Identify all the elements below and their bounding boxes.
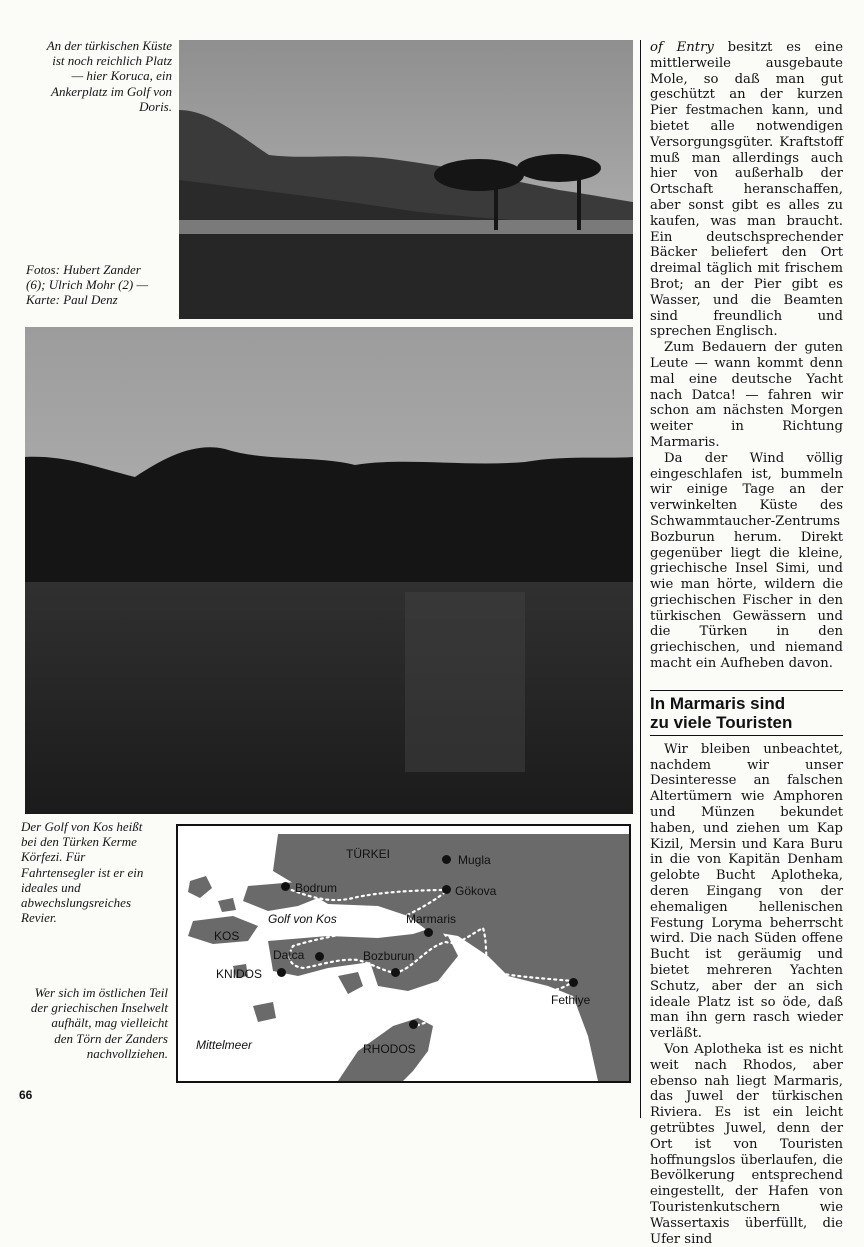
golf-von-kos-caption: Der Golf von Kos heißt bei den Türken Kerme Körfezi. Für Fahrtensegler ist er ein ideales und abwechslungsreiches Revier.: [21, 819, 144, 926]
bozburun-dot: [391, 968, 400, 977]
article-column: [650, 40, 843, 1247]
mugla-dot: [442, 855, 451, 864]
heading-rule: [650, 690, 843, 691]
sea-evening-photo: [25, 327, 633, 814]
rhodos-dot: [409, 1020, 418, 1029]
section-heading: In Marmaris sind zu viele Touristen: [650, 693, 793, 732]
map-note-caption: Wer sich im östlichen Teil der griechischen Inselwelt aufhält, mag vielleicht den Törn der Zanders nachvollziehen.: [30, 985, 168, 1061]
goekova-dot: [442, 885, 451, 894]
paragraph-2: Zum Bedauern der guten Leute — wann kommt denn mal eine deutsche Yacht nach Datca! — fahren wir schon am nächsten Morgen weiter in Richtung Marmaris.: [650, 340, 843, 450]
paragraph-4: Wir bleiben unbeachtet, nachdem wir unser Desinteresse an falschen Altertümern wie Amphoren und Münzen bekundet haben, und ziehen um Kap Kizil, Mersin und Kara Buru in die von Kapitän Denham gelobte Bucht Aplotheka, deren Eingang von der ehemaligen hellenischen Festung Loryma beherrscht wird. Die nach Süden offene Bucht ist geräumig und bietet mehreren Yachten Schutz, aber der an sich ideale Platz ist so öde, daß man ihn gern rasch wieder verläßt.: [650, 741, 843, 1042]
map-label-kos: KOS: [214, 929, 240, 943]
page-number: 66: [19, 1088, 33, 1102]
map-label-marmaris: Marmaris: [406, 912, 456, 926]
paragraph-5: Von Aplotheka ist es nicht weit nach Rhodos, aber ebenso nah liegt Marmaris, das Juwel der türkischen Riviera. Es ist ein leicht getrübtes Juwel, denn der Ort ist von Touristen hoffnungslos überlaufen, die Bevölkerung entsprechend eingestellt, der Hafen von Touristenkutschern wie Wassertaxis überfüllt, die Ufer sind: [650, 1042, 843, 1247]
heading-rule-bottom: [650, 735, 843, 736]
map-label-tuerkei: TÜRKEI: [346, 847, 391, 861]
paragraph-1: of Entry besitzt es eine mittlerweile ausgebaute Mole, so daß man gut geschützt an der kurzen Pier festmachen kann, und bietet alle notwendigen Versorgungsgüter. Kraftstoff muß man allerdings auch hier von außerhalb der Ortschaft heranschaffen, aber sonst gibt es alles zu kaufen, was man braucht. Ein deutschsprechender Bäcker beliefert den Ort dreimal täglich mit frischem Brot; an der Pier gibt es Wasser, und die Beamten sind freundlich und sprechen Englisch.: [650, 40, 843, 340]
map-label-mugla: Mugla: [458, 853, 491, 867]
knidos-dot: [277, 968, 286, 977]
koruca-photo: [179, 40, 633, 319]
map-label-datca: Datca: [273, 948, 305, 962]
column-divider: [640, 40, 641, 1118]
top-photo-caption: An der türkischen Küste ist noch reichlich Platz — hier Koruca, ein Ankerplatz im Golf von Doris.: [46, 38, 172, 114]
map-label-bozburun: Bozburun: [363, 949, 415, 963]
map-label-fethiye: Fethiye: [551, 993, 591, 1007]
map-label-rhodos: RHODOS: [363, 1042, 416, 1056]
route-map: [176, 824, 631, 1083]
bodrum-dot: [281, 882, 290, 891]
fethiye-dot: [569, 978, 578, 987]
map-label-mittelmeer: Mittelmeer: [196, 1038, 253, 1052]
marmaris-dot: [424, 928, 433, 937]
map-label-bodrum: Bodrum: [295, 881, 338, 895]
paragraph-3: Da der Wind völlig eingeschlafen ist, bummeln wir einige Tage an der verwinkelten Küste des Schwammtaucher-Zentrums Bozburun herum. Direkt gegenüber liegt die kleine, griechische Insel Simi, und wie man hörte, wildern die griechischen Fischer in den türkischen Gewässern und die Türken in den griechischen, und niemand macht ein Aufheben davon.: [650, 450, 843, 672]
map-label-knidos: KNIDOS: [216, 967, 263, 981]
photo-credits: Fotos: Hubert Zander (6); Ulrich Mohr (2) — Karte: Paul Denz: [26, 262, 149, 308]
datca-dot: [315, 952, 324, 961]
map-label-goekova: Gökova: [455, 884, 497, 898]
map-label-golf-von-kos: Golf von Kos: [268, 912, 337, 926]
